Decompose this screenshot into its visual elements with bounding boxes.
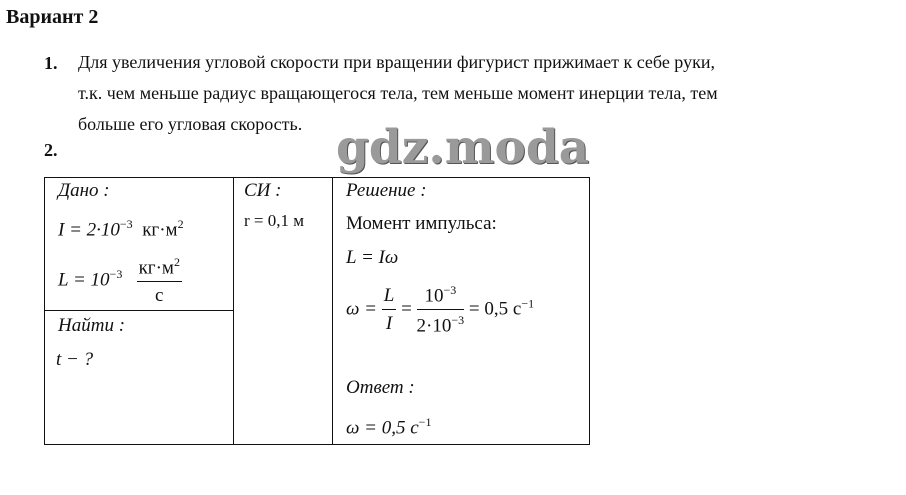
fraction-L-over-I: $\frac{L}{I}$ [383,285,395,335]
formula-omega: ω = $\frac{L}{I}$ = $\frac{10^{-3}}{2\cdot 10^{-3}}$ = 0,5 $с^{-1}$ [346,283,535,337]
question-1-number: 1. [44,53,58,73]
page-title: Вариант 2 [6,6,99,28]
solution-heading: Решение : [346,180,427,201]
fraction-values: $\frac{10^{-3}}{2\cdot 10^{-3}}$ [416,283,465,337]
given-momentum: $L = 10^{-3}$ $\frac{кг\cdot м^2}{с}$ [58,255,180,307]
find-value: t − ? [56,349,94,370]
si-radius: r = 0,1 м [244,211,305,230]
solution-label: Момент импульса: [346,213,497,234]
watermark: gdz.moda [336,120,590,175]
answer-heading: Ответ : [346,377,415,398]
momentum-unit-fraction: $\frac{кг\cdot м^2}{с}$ [138,255,180,307]
si-heading: СИ : [244,180,282,201]
given-inertia: $I = 2\cdot 10^{-3}$ $кг\cdot м^2$ [58,217,184,241]
formula-momentum: L = Iω [346,247,399,268]
solution-table [44,177,590,445]
question-1-line: т.к. чем меньше радиус вращающегося тела, тем меньше момент инерции тела, тем [78,83,718,103]
question-1-line: Для увеличения угловой скорости при вращении фигурист прижимает к себе руки, [78,52,715,72]
question-1-line: больше его угловая скорость. [78,114,303,134]
answer-value: ω = 0,5 $с^{-1}$ [346,415,432,439]
given-heading: Дано : [58,180,110,201]
question-2-number: 2. [44,140,58,160]
find-heading: Найти : [58,315,126,336]
